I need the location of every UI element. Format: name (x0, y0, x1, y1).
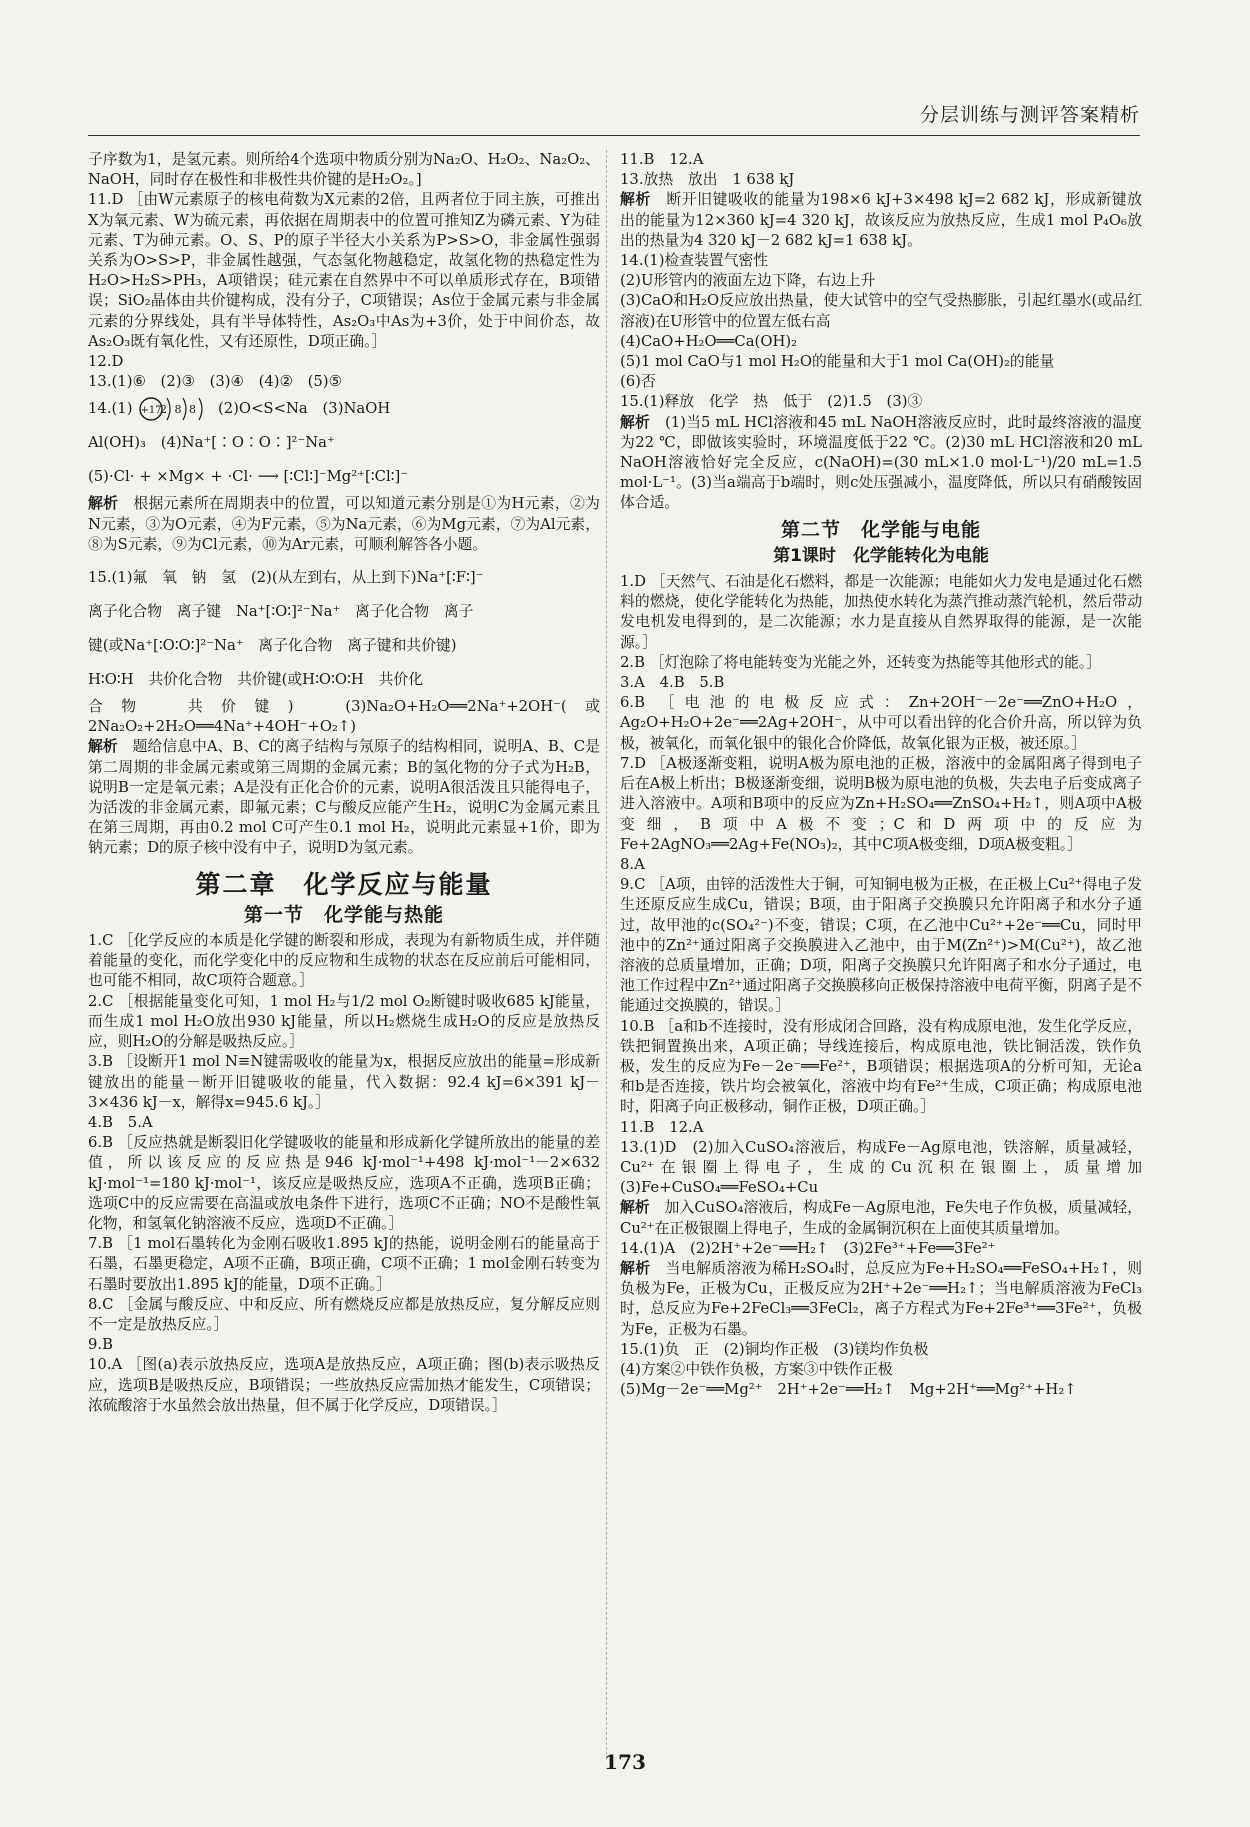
answer-14-6: (6)否 (620, 373, 656, 391)
answer-3: 3.B ［设断开1 mol N≡N键需吸收的能量为x，根据反应放出的能量=形成新键放出的能量－断开旧键吸收的能量，代入数据：92.4 kJ=6×391 kJ－3×436 kJ－x，解得x=945.6 kJ。］ (88, 1053, 600, 1111)
answer-7: 7.D ［A极逐渐变粗，说明A极为原电池的正极，溶液中的金属阳离子得到电子后在A极上析出；B极逐渐变细，说明B极为原电池的负极，失去电子后变成离子进入溶液中。A项和B项中的反应为Zn+H₂SO₄══ZnSO₄+H₂↑，则A项中A极变细，B项中A极不变；C和D两项中的反应为Fe+2AgNO₃══2Ag+Fe(NO₃)₂，其中C项A极变细，D项A极变粗。］ (620, 754, 1142, 853)
answer-6: 6.B ［反应热就是断裂旧化学键吸收的能量和形成新化学键所放出的能量的差值，所以该反应的反应热是946 kJ·mol⁻¹+498 kJ·mol⁻¹－2×632 kJ·mol⁻¹=180 kJ·mol⁻¹，该反应是吸热反应，选项A不正确，选项B正确；选项C中的反应需要在高温或放电条件下进行，选项C不正确；NO不是酸性氧化物，和氢氧化钠溶液不反应，选项D不正确。］ (88, 1134, 600, 1232)
left-column (88, 150, 600, 1416)
answer-8: 8.A (620, 855, 645, 873)
analysis-14: 根据元素所在周期表中的位置，可以知道元素分别是①为H元素，②为N元素，③为O元素，④为F元素，⑤为Na元素，⑥为Mg元素，⑦为Al元素，⑧为S元素，⑨为Cl元素，⑩为Ar元素，可顺利解答各小题。 (88, 495, 600, 553)
answer-15-line3: 键(或Na⁺[∶O∶O∶]²⁻Na⁺ 离子化合物 离子键和共价键) (88, 637, 457, 655)
answer-15: 15.(1)释放 化学 热 低于 (2)1.5 (3)③ (620, 393, 923, 411)
answer-2: 2.B ［灯泡除了将电能转变为光能之外，还转变为热能等其他形式的能。］ (620, 653, 1102, 671)
shell-electrons: 2 8 8 (160, 403, 197, 417)
nucleus-charge: +17 (140, 405, 162, 417)
answer-9: 9.C ［A项，由锌的活泼性大于铜，可知铜电极为正极，在正极上Cu²⁺得电子发生还原反应生成Cu，错误；B项，由于阳离子交换膜只允许阳离子和水分子通过，故甲池的c(SO₄²⁻)不变，错误；C项，在乙池中Cu²⁺+2e⁻══Cu，同时甲池中的Zn²⁺通过阳离子交换膜进入乙池中，由于M(Zn²⁺)>M(Cu²⁺)，故乙池溶液的总质量增加，正确；D项，阳离子交换膜只允许阳离子和水分子通过，电池工作过程中Zn²⁺通过阳离子交换膜移向正极保持溶液中电荷平衡，阴离子是不能通过交换膜的，错误。］ (620, 876, 1142, 1015)
answer-11-12: 11.B 12.A (620, 151, 704, 168)
analysis-13: 断开旧键吸收的能量为198×6 kJ+3×498 kJ=2 682 kJ，形成新键放出的能量为12×360 kJ=4 320 kJ，故该反应为放热反应，生成1 mol P₄O₆放出的热量为4 320 kJ－2 682 kJ=1 638 kJ。 (620, 191, 1142, 249)
answer-14-line3: (5)·Cl· + ×Mg× + ·Cl· ⟶ [∶Cl∶]⁻Mg²⁺[∶Cl∶]⁻ (88, 468, 409, 486)
page-number: 173 (604, 1750, 646, 1774)
answer-2: 2.C ［根据能量变化可知，1 mol H₂与1/2 mol O₂断键时吸收685 kJ能量，而生成1 mol H₂O放出930 kJ能量，所以H₂燃烧生成H₂O的反应是放热反应，则H₂O的分解是吸热反应。］ (88, 992, 600, 1051)
answer-13: 13.放热 放出 1 638 kJ (620, 171, 795, 189)
answer-10: 10.A ［图(a)表示放热反应，选项A是放热反应，A项正确；图(b)表示吸热反应，选项B是吸热反应，B项错误；一些放热反应需加热才能发生，C项错误；浓硫酸溶于水虽然会放出热量，但不属于化学反应，D项错误。］ (88, 1356, 600, 1414)
column-divider (606, 150, 607, 1760)
analysis-label: 解析 (620, 1259, 651, 1277)
answer-14-rest: (2)O<S<Na (3)NaOH (217, 400, 391, 418)
answer-14-2: (2)U形管内的液面左边下降，右边上升 (620, 272, 876, 290)
answer-14-line1 (88, 392, 600, 426)
section-title: 第一节 化学能与热能 (243, 903, 444, 926)
analysis-label: 解析 (620, 1199, 650, 1217)
analysis-label: 解析 (620, 413, 650, 431)
answer-14: 14.(1)A (2)2H⁺+2e⁻══H₂↑ (3)2Fe³⁺+Fe══3Fe²⁺ (620, 1239, 996, 1257)
answer-13: 13.(1)D (2)加入CuSO₄溶液后，构成Fe－Ag原电池，铁溶解，质量减轻，Cu²⁺在银圈上得电子，生成的Cu沉积在银圈上，质量增加 (3)Fe+CuSO₄══FeSO₄+Cu (620, 1138, 1157, 1197)
answer-3-5: 3.A 4.B 5.B (620, 674, 725, 692)
chlorine-atom-structure-diagram (137, 394, 213, 424)
answer-14-4: (4)CaO+H₂O══Ca(OH)₂ (620, 332, 798, 350)
answer-15-1: 15.(1)负 正 (2)铜均作正极 (3)镁均作负极 (620, 1340, 929, 1358)
analysis-15: (1)当5 mL HCl溶液和45 mL NaOH溶液反应时，此时最终溶液的温度为22 ℃，即做该实验时，环境温度低于22 ℃。(2)30 mL HCl溶液和20 mL NaOH溶液恰好完全反应，c(NaOH)=(30 mL×1.0 mol·L⁻¹)/20 mL=1.5 mol·L⁻¹。(3)当a端高于b端时，则c处压强减小，温度降低，所以只有硝酸铵固体合适。 (620, 413, 1142, 512)
chapter-title: 第二章 化学反应与能量 (195, 869, 493, 899)
answer-text: 子序数为1，是氢元素。则所给4个选项中物质分别为Na₂O、H₂O₂、Na₂O₂、NaOH，同时存在极性和非极性共价键的是H₂O₂。] (88, 151, 600, 189)
answer-14-5: (5)1 mol CaO与1 mol H₂O的能量和大于1 mol Ca(OH)₂的能量 (620, 353, 1055, 371)
answer-15-line4: H∶O∶H 共价化合物 共价键(或H∶O∶O∶H 共价化 (88, 671, 423, 689)
analysis-14: 当电解质溶液为稀H₂SO₄时，总反应为Fe+H₂SO₄══FeSO₄+H₂↑，则负极为Fe，正极为Cu，正极反应为2H⁺+2e⁻══H₂↑；当电解质溶液为FeCl₃时，总反应为Fe+2FeCl₃══3FeCl₂，离子方程式为Fe+2Fe³⁺══3Fe²⁺，负极为Fe，正极为石墨。 (620, 1259, 1142, 1338)
header-rule (88, 135, 1140, 136)
answer-10: 10.B ［a和b不连接时，没有形成闭合回路，没有构成原电池，发生化学反应，铁把铜置换出来，A项正确；导线连接后，构成原电池，铁比铜活泼，铁作负极，发生的反应为Fe－2e⁻══Fe²⁺，B项错误；根据选项A的分析可知，无论a和b是否连接，铁片均会被氧化，溶液中均有Fe²⁺生成，C项正确；构成原电池时，阳离子向正极移动，铜作正极，D项正确。］ (620, 1017, 1142, 1116)
answer-15-3: (5)Mg－2e⁻══Mg²⁺ 2H⁺+2e⁻══H₂↑ Mg+2H⁺══Mg²⁺+H₂↑ (620, 1381, 1077, 1399)
answer-12: 12.D (88, 353, 124, 371)
answer-11: 11.D ［由W元素原子的核电荷数为X元素的2倍，且两者位于同主族，可推出X为氧元素、W为硫元素，再依据在周期表中的位置可推知Z为磷元素、Y为硅元素、T为砷元素。O、S、P的原子半径大小关系为P>S>O，非金属性强弱关系为O>S>P，非金属性越强，气态氢化物越稳定，故氢化物的热稳定性为H₂O>H₂S>PH₃，A项错误；硅元素在自然界中不可以单质形式存在，B项错误；SiO₂晶体由共价键构成，没有分子，C项错误；As位于金属元素与非金属元素的分界线处，具有半导体特性，As₂O₃中As为+3价，处于中间价态，故As₂O₃既有氧化性，又有还原性，D项正确。］ (88, 191, 600, 350)
answer-7: 7.B ［1 mol石墨转化为金刚石吸收1.895 kJ的热能，说明金刚石的能量高于石墨，石墨更稳定，A项不正确，B项正确，C项不正确；1 mol金刚石转变为石墨时要放出1.895 kJ的能量，D项不正确。］ (88, 1235, 600, 1293)
answer-8: 8.C ［金属与酸反应、中和反应、所有燃烧反应都是放热反应，复分解反应则不一定是放热反应。］ (88, 1295, 600, 1333)
answer-15-line1: 15.(1)氟 氧 钠 氢 (2)(从左到右，从上到下)Na⁺[∶F∶]⁻ (88, 569, 484, 587)
answer-11-12: 11.B 12.A (620, 1118, 704, 1136)
analysis-13: 加入CuSO₄溶液后，构成Fe－Ag原电池，Fe失电子作负极，质量减轻，Cu²⁺在正极银圈上得电子，生成的金属铜沉积在上面使其质量增加。 (620, 1199, 1142, 1237)
answer-14-prefix: 14.(1) (88, 400, 133, 418)
analysis-label: 解析 (88, 495, 119, 513)
answer-15-line5: 合物 共价键) (3)Na₂O+H₂O══2Na⁺+2OH⁻(或2Na₂O₂+2H₂O══4Na⁺+4OH⁻+O₂↑) (88, 698, 600, 736)
answer-4-5: 4.B 5.A (88, 1113, 153, 1131)
analysis-15: 题给信息中A、B、C的离子结构与氖原子的结构相同，说明A、B、C是第二周期的非金属元素或第三周期的金属元素；B的氢化物的分子式为H₂B，说明B一定是氧元素；A是没有正化合价的元素，说明A很活泼且只能得电子，为活泼的非金属元素，即氟元素；C与酸反应能产生H₂，说明C为金属元素且在第三周期，再由0.2 mol C可产生0.1 mol H₂，说明此元素显+1价，即为钠元素；D的原子核中没有中子，说明D为氢元素。 (88, 738, 600, 857)
right-column (620, 150, 1157, 1400)
answer-14-line2: Al(OH)₃ (4)Na⁺[∶O∶O∶]²⁻Na⁺ (88, 434, 335, 452)
answer-1: 1.D ［天然气、石油是化石燃料，都是一次能源；电能如火力发电是通过化石燃料的燃烧，使化学能转化为热能，加热使水转化为蒸汽推动蒸汽轮机，然后带动发电机发电得到的，是二次能源；水力是直接从自然界取得的能源，是一次能源。］ (620, 573, 1142, 651)
section-title: 第二节 化学能与电能 (780, 518, 981, 541)
answer-13: 13.(1)⑥ (2)③ (3)④ (4)② (5)⑤ (88, 373, 342, 391)
analysis-label: 解析 (620, 191, 651, 209)
answer-14-1: 14.(1)检查装置气密性 (620, 252, 769, 270)
lesson-title: 第1课时 化学能转化为电能 (773, 545, 989, 566)
analysis-label: 解析 (88, 738, 118, 756)
answer-6: 6.B ［电池的电极反应式：Zn+2OH⁻－2e⁻══ZnO+H₂O，Ag₂O+H₂O+2e⁻══2Ag+2OH⁻，从中可以看出锌的化合价升高，所以锌为负极，被氧化，而氧化银中的银化合价降低，故氧化银为正极，被还原。］ (620, 694, 1142, 752)
page-header: 分层训练与测评答案精析 (919, 104, 1140, 126)
answer-15-line2: 离子化合物 离子键 Na⁺[∶O∶]²⁻Na⁺ 离子化合物 离子 (88, 603, 474, 621)
answer-14-3: (3)CaO和H₂O反应放出热量，使大试管中的空气受热膨胀，引起红墨水(或品红溶液)在U形管中的位置左低右高 (620, 292, 1142, 330)
answer-1: 1.C ［化学反应的本质是化学键的断裂和形成，表现为有新物质生成，并伴随着能量的变化，而化学变化中的反应物和生成物的状态在反应前后可能相同，也可能不相同，故C项符合题意。］ (88, 932, 600, 990)
answer-15-2: (4)方案②中铁作负极，方案③中铁作正极 (620, 1360, 893, 1378)
answer-9: 9.B (88, 1336, 113, 1354)
